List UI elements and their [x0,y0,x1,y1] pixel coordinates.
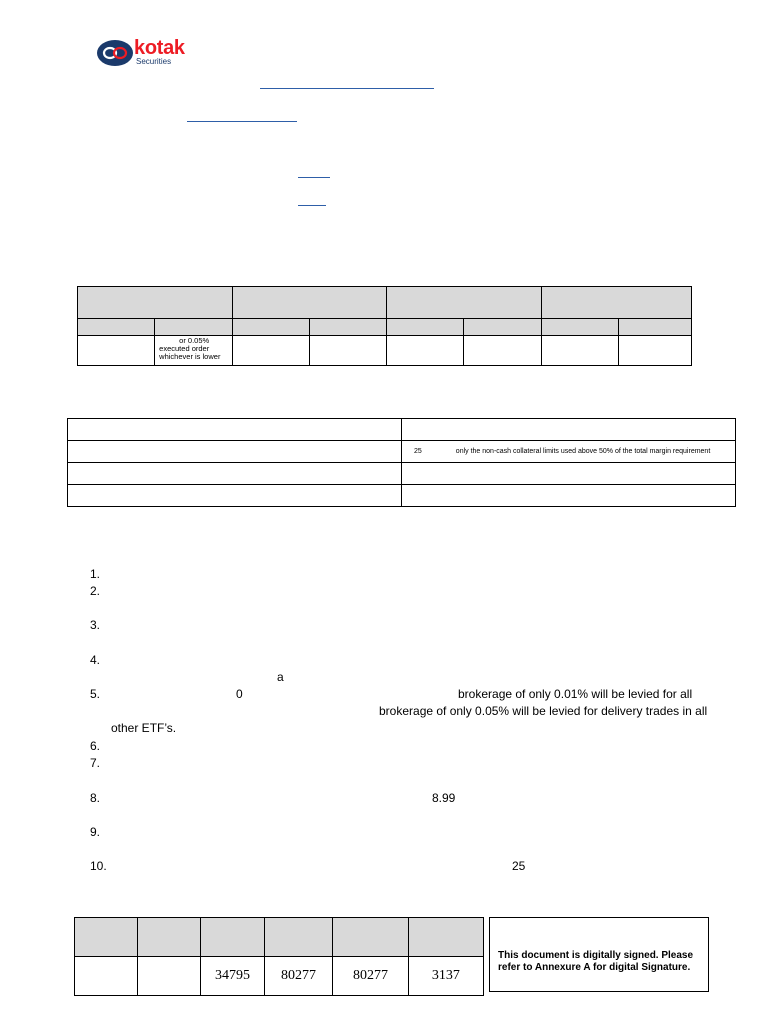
table-cell [138,957,201,996]
table-cell [310,336,387,366]
table-cell [402,463,736,485]
note-number-10: 10. [90,859,107,873]
brokerage-table-header [78,287,692,319]
note-5-text-3: other ETF’s. [111,721,177,735]
table-cell [78,319,155,336]
table-cell [618,336,691,366]
note-5-text-1: brokerage of only 0.01% will be levied for all [458,687,693,701]
table-cell [618,319,691,336]
margin-note: only the non-cash collateral limits used above 50% of the total margin requirement [455,448,711,455]
note-number-5: 5. [90,687,101,701]
table-cell [464,336,541,366]
brokerage-table [77,286,692,366]
cell-text-line-1: or 0.05% [179,336,210,345]
table-cell [138,918,201,957]
underline-2 [187,121,297,122]
table-cell: 80277 [264,957,333,996]
margin-table [67,418,736,507]
underline-3 [298,177,330,178]
note-4-continuation: a [277,670,284,684]
note-number-8: 8. [90,791,101,805]
table-cell [264,918,333,957]
table-cell [232,336,309,366]
table-cell [310,319,387,336]
cell-text-line-3: whichever is lower [159,352,221,361]
table-cell [541,319,618,336]
table-row [68,485,736,507]
table-cell: 80277 [333,957,408,996]
table-header-row [75,918,484,957]
note-number-2: 2. [90,584,101,598]
margin-value: 25 [414,448,422,455]
note-number-4: 4. [90,653,101,667]
table-cell [68,441,402,463]
note-5-zero: 0 [236,687,243,701]
table-cell [232,319,309,336]
table-cell [75,957,138,996]
table-cell [155,336,233,366]
table-cell [333,918,408,957]
table-cell [387,319,464,336]
table-cell [78,336,155,366]
digital-signature-text: This document is digitally signed. Please refer to Annexure A for digital Signature. [498,950,694,973]
table-cell [201,918,265,957]
table-cell [541,287,691,319]
brokerage-table-row [78,336,692,366]
table-cell [232,287,386,319]
table-cell [387,287,541,319]
table-cell [402,419,736,441]
table-cell [402,441,736,463]
note-5-text-2: brokerage of only 0.05% will be levied for delivery trades in all [379,704,708,718]
table-cell: 3137 [408,957,483,996]
table-row [68,419,736,441]
table-cell [68,463,402,485]
table-row [68,441,736,463]
table-cell [75,918,138,957]
underline-4 [298,205,326,206]
table-cell [155,319,233,336]
cell-text-line-2: executed order [159,344,210,353]
note-number-7: 7. [90,756,101,770]
brokerage-table-subheader [78,319,692,336]
digital-signature-box [489,917,709,992]
table-cell [408,918,483,957]
table-cell [68,485,402,507]
note-number-3: 3. [90,618,101,632]
underline-1 [260,88,434,89]
table-row [68,463,736,485]
table-row [75,957,484,996]
note-10-value: 25 [512,859,526,873]
note-number-6: 6. [90,739,101,753]
table-cell [541,336,618,366]
note-number-1: 1. [90,567,101,581]
brand-name: kotak [134,37,185,59]
brand-sub: Securities [136,57,172,66]
table-cell [78,287,233,319]
table-cell [68,419,402,441]
table-cell [402,485,736,507]
table-cell [387,336,464,366]
values-table [74,917,484,996]
table-cell [464,319,541,336]
table-cell: 34795 [201,957,265,996]
note-number-9: 9. [90,825,101,839]
note-8-value: 8.99 [432,791,456,805]
